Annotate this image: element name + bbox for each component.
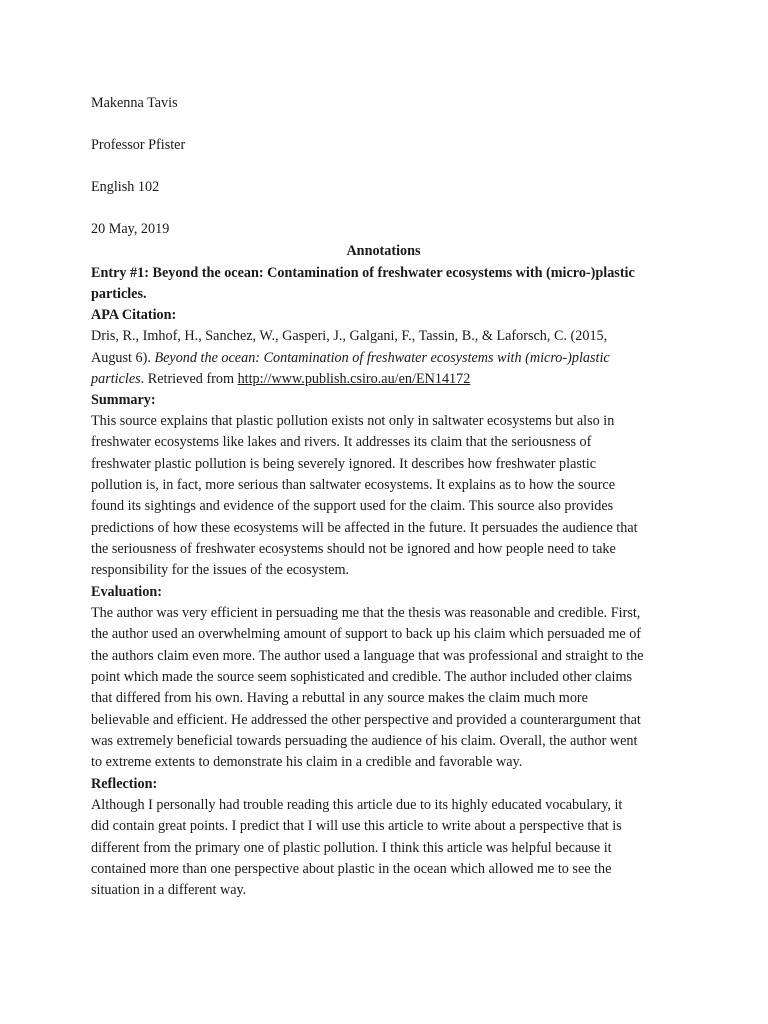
summary-line: predictions of how these ecosystems will be affected in the future. It persuades the audience that bbox=[91, 519, 638, 536]
reflection-line: situation in a different way. bbox=[91, 882, 247, 899]
entry-heading-line-2: particles. bbox=[91, 286, 147, 302]
citation-title-part-2: particles bbox=[91, 371, 141, 387]
document-title: Annotations bbox=[346, 243, 421, 259]
reflection-line: did contain great points. I predict that I will use this article to write about a perspective that is bbox=[91, 818, 622, 835]
reflection-line: contained more than one perspective about plastic in the ocean which allowed me to see the bbox=[91, 861, 612, 878]
evaluation-line: to extreme extents to demonstrate his claim in a credible and favorable way. bbox=[91, 754, 523, 771]
evaluation-line: the author used an overwhelming amount of support to back up his claim which persuaded me of bbox=[91, 626, 642, 643]
evaluation-label: Evaluation: bbox=[91, 584, 162, 600]
evaluation-line: believable and efficient. He addressed the other perspective and provided a counterargument that bbox=[91, 711, 641, 728]
evaluation-line: The author was very efficient in persuading me that the thesis was reasonable and credible. First, bbox=[91, 605, 641, 621]
citation-retrieved: . Retrieved from bbox=[140, 371, 238, 387]
citation-date: August 6). bbox=[91, 350, 155, 366]
summary-line: the seriousness of freshwater ecosystems should not be ignored and how people need to take bbox=[91, 541, 616, 558]
evaluation-line: was extremely beneficial towards persuading the audience of his claim. Overall, the author went bbox=[91, 733, 638, 750]
student-name: Makenna Tavis bbox=[91, 95, 178, 111]
summary-line: responsibility for the issues of the ecosystem. bbox=[91, 562, 350, 579]
summary-line: freshwater ecosystems like lakes and rivers. It addresses its claim that the seriousness of bbox=[91, 434, 592, 451]
summary-line: found its sightings and evidence of the support used for the claim. This source also provides bbox=[91, 498, 614, 515]
entry-heading-line-1: Entry #1: Beyond the ocean: Contamination of freshwater ecosystems with (micro-)plastic bbox=[91, 265, 635, 281]
professor-name: Professor Pfister bbox=[91, 137, 186, 153]
date: 20 May, 2019 bbox=[91, 221, 170, 237]
evaluation-line: that differed from his own. Having a rebuttal in any source makes the claim much more bbox=[91, 690, 588, 707]
summary-line: This source explains that plastic pollution exists not only in saltwater ecosystems but also in bbox=[91, 413, 615, 429]
summary-label: Summary: bbox=[91, 392, 156, 408]
reflection-line: different from the primary one of plastic pollution. I think this article was helpful because it bbox=[91, 839, 612, 856]
citation-url-link[interactable]: http://www.publish.csiro.au/en/EN14172 bbox=[237, 371, 471, 387]
summary-line: pollution is, in fact, more serious than saltwater ecosystems. It explains as to how the source bbox=[91, 477, 616, 494]
citation-line-2 bbox=[91, 348, 610, 369]
citation-line-3 bbox=[91, 369, 470, 390]
evaluation-line: point which made the source seem sophisticated and credible. The author included other claims bbox=[91, 669, 633, 686]
citation-title-part-1: Beyond the ocean: Contamination of freshwater ecosystems with (micro-)plastic bbox=[154, 350, 610, 366]
summary-line: freshwater plastic pollution is being severely ignored. It describes how freshwater plastic bbox=[91, 455, 597, 472]
apa-citation-label: APA Citation: bbox=[91, 307, 177, 323]
evaluation-paragraph bbox=[91, 603, 681, 774]
summary-paragraph bbox=[91, 411, 681, 582]
evaluation-line: the authors claim even more. The author used a language that was professional and straight to the bbox=[91, 647, 644, 664]
reflection-paragraph bbox=[91, 795, 681, 902]
citation-line-1: Dris, R., Imhof, H., Sanchez, W., Gasperi, J., Galgani, F., Tassin, B., & Laforsch, C. (2015, bbox=[91, 328, 608, 344]
reflection-label: Reflection: bbox=[91, 776, 158, 792]
course-name: English 102 bbox=[91, 179, 160, 195]
reflection-line: Although I personally had trouble reading this article due to its highly educated vocabulary, it bbox=[91, 797, 623, 813]
